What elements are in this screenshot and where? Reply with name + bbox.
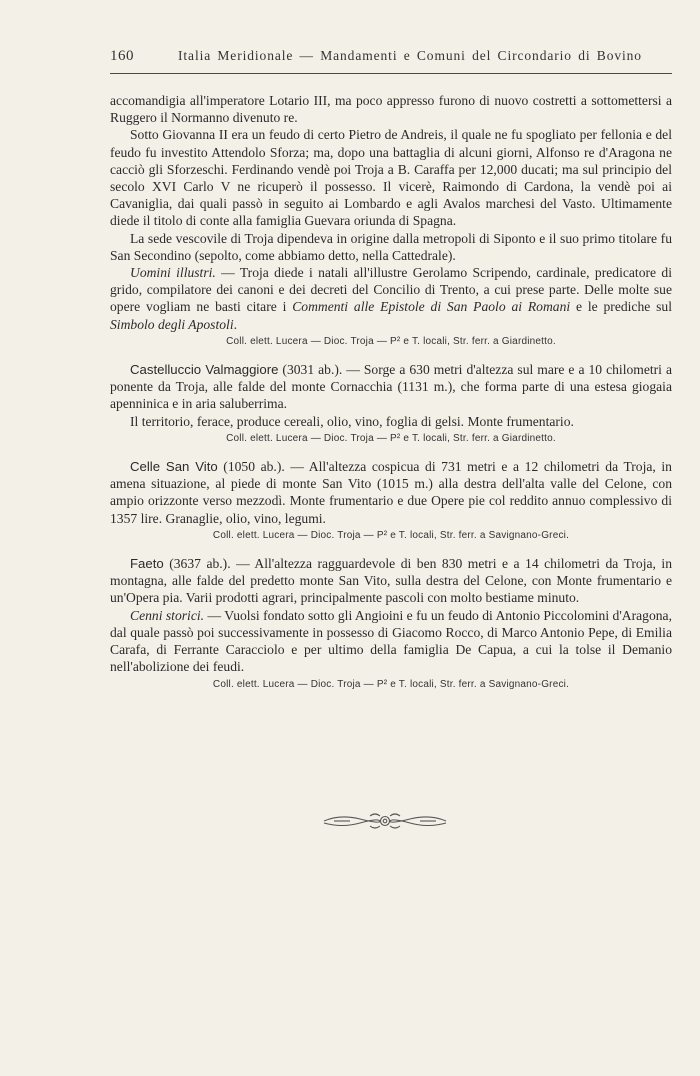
admin-colophon: Coll. elett. Lucera — Dioc. Troja — P² e T. locali, Str. ferr. a Savignano-Greci. [212, 529, 570, 541]
paragraph-text: — Troja diede i natali all'illustre Gerolamo Scripendo, cardinale, predicatore di grido, compilatore dei canoni e dei decreti del Concilio di Trento, a cui prese parte. Delle molte sue opere vogliam ne basti citare i [110, 265, 672, 315]
page-number: 160 [110, 48, 134, 64]
entry-paragraph [110, 555, 672, 607]
entry-celle-san-vito [110, 458, 672, 544]
entry-paragraph: Il territorio, ferace, produce cereali, olio, vino, foglia di gelsi. Monte frumentario. [130, 413, 574, 429]
entry-paragraph [110, 607, 672, 676]
entry-name: Castelluccio Valmaggiore [130, 362, 279, 378]
entry-text: — Vuolsi fondato sotto gli Angioini e fu un feudo di Antonio Piccolomini d'Aragona, dal quale passò poi successivamente in possesso di Giacomo Rocco, di Marco Antonio Pepe, di Emilia Carafa, di Ferrante Caracciolo e per ultimo della famiglia De Capua, a cui la tolse il Demanio nell'abolizione dei feudi. [110, 607, 672, 675]
paragraph-text: e le prediche sul [570, 299, 672, 315]
entry-castelluccio-valmaggiore [110, 361, 672, 447]
paragraph-uomini-illustri [110, 264, 672, 333]
work-title: Commenti alle Epistole di San Paolo ai Romani [292, 299, 571, 315]
paragraph-text: . [233, 316, 238, 332]
troja-continuation [110, 92, 672, 350]
decorative-flourish-icon [320, 810, 450, 832]
entry-faeto [110, 555, 672, 693]
admin-colophon: Coll. elett. Lucera — Dioc. Troja — P² e T. locali, Str. ferr. a Savignano-Greci. [212, 678, 570, 690]
admin-colophon: Coll. elett. Lucera — Dioc. Troja — P² e T. locali, Str. ferr. a Giardinetto. [226, 335, 556, 347]
entry-paragraph [110, 361, 672, 413]
section-label: Cenni storici. [130, 607, 205, 623]
paragraph: accomandigia all'imperatore Lotario III, ma poco appresso furono di nuovo costretti a sottomettersi a Ruggero il Normanno divenuto re. [110, 93, 672, 126]
entry-paragraph [110, 458, 672, 527]
entry-text: (3031 ab.). — Sorge a 630 metri d'altezza sul mare e a 10 chilometri a ponente da Troja, alle falde del monte Cornacchia (1131 m.), che forma parte di una estesa giogaia apenninica e in aria saluberrima. [110, 362, 672, 412]
admin-colophon: Coll. elett. Lucera — Dioc. Troja — P² e T. locali, Str. ferr. a Giardinetto. [226, 432, 556, 444]
entry-text: (1050 ab.). — All'altezza cospicua di 731 metri e a 12 chilometri da Troja, in amena situazione, al piede di monte San Vito (1015 m.) alla destra dell'alta valle del Celone, con ampio orizzonte verso mezzodì. Monte frumentario e due Opere pie col reddito annuo complessivo di 1357 lire. Granaglie, olio, vino, legumi. [110, 459, 672, 526]
entry-name: Faeto [130, 556, 164, 572]
work-title: Simbolo degli Apostoli [110, 316, 234, 332]
header-rule [110, 73, 672, 74]
running-header [110, 48, 670, 65]
paragraph: La sede vescovile di Troja dipendeva in origine dalla metropoli di Siponto e il suo primo titolare fu San Secondino (sepolto, come abbiamo detto, nella Cattedrale). [110, 230, 672, 263]
section-label: Uomini illustri. [130, 265, 216, 281]
page-body [110, 92, 672, 693]
paragraph: Sotto Giovanna II era un feudo di certo Pietro de Andreis, il quale ne fu spogliato per fellonia e del feudo fu investito Attendolo Sforza; ma, dopo una battaglia di alcuni giorni, Alfonso re d'Aragona ne cacciò gli Sforzeschi. Ferdinando vendè poi Troja a B. Caraffa per 12,000 ducati; ma sul principio del secolo XVI Carlo V ne ricuperò il possesso. Il vicerè, Raimondo di Cardona, la vendè poi ai Cavaniglia, dai quali passò in seguito ai Lombardo e agli Avalos marchesi del Vasto. Ultimamente diede il titolo di conte alla famiglia Guevara oriunda di Spagna. [110, 127, 672, 229]
entry-text: (3637 ab.). — All'altezza ragguardevole di ben 830 metri e a 14 chilometri da Troja, in montagna, alle falde del predetto monte San Vito, sulla destra del Celone, con Monte frumentario e un'Opera pia. Varii prodotti agrari, principalmente pascoli con molto bestiame minuto. [110, 556, 672, 606]
running-title: Italia Meridionale — Mandamenti e Comuni del Circondario di Bovino [178, 48, 642, 63]
entry-name: Celle San Vito [130, 459, 218, 475]
